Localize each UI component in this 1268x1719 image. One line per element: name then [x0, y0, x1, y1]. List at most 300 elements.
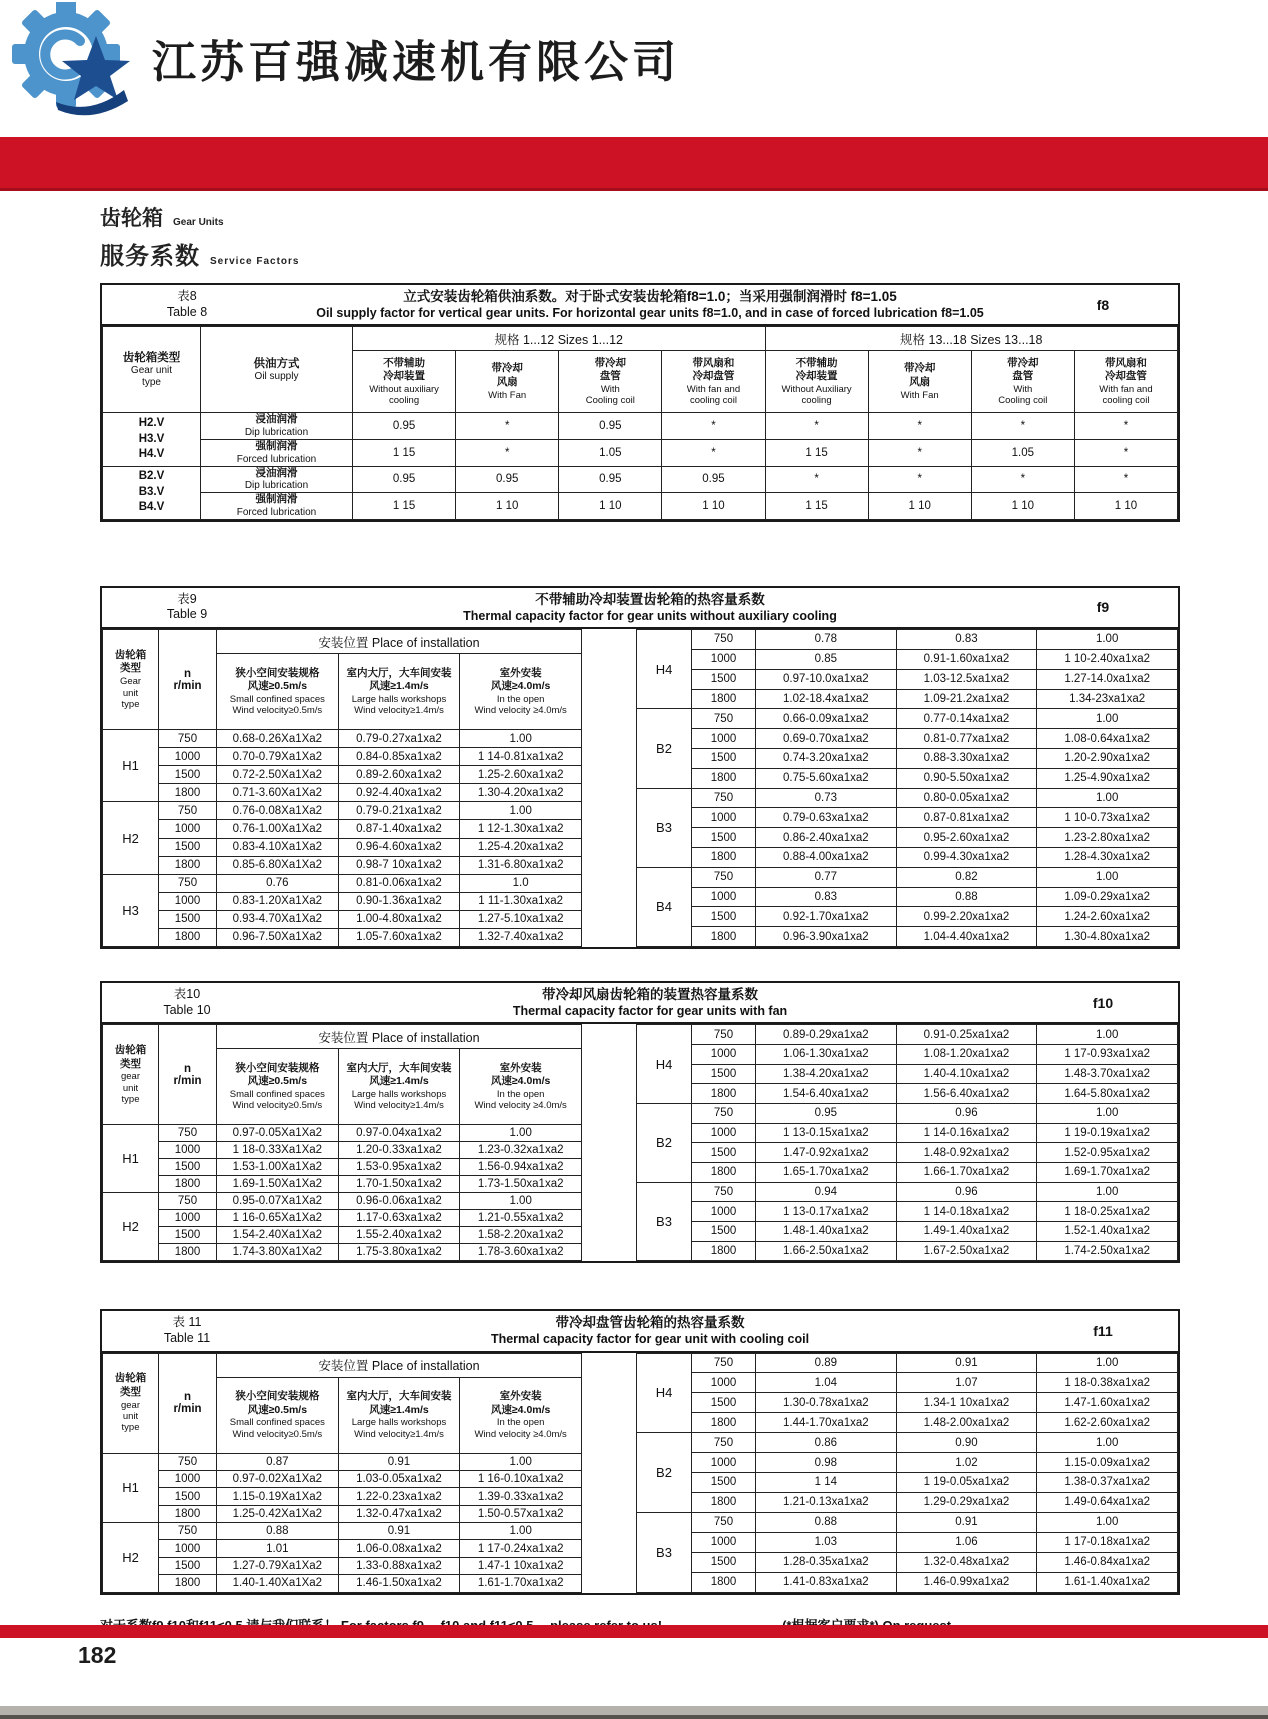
table-cell: 1.61-1.70xa1xa2: [460, 1575, 582, 1592]
table-cell: 1.58-2.20xa1xa2: [460, 1227, 582, 1244]
table-cell: 1.69-1.70xa1xa2: [1037, 1162, 1178, 1182]
table8-label: 表8 Table 8: [166, 289, 208, 319]
company-logo: [8, 2, 142, 126]
table-cell: 0.87-0.81xa1xa2: [896, 808, 1037, 828]
table-row: [637, 1221, 1178, 1241]
table-cell: 1000: [159, 1210, 217, 1227]
table-cell: 1.38-0.37xa1xa2: [1037, 1473, 1178, 1493]
table-cell: 1.44-1.70xa1xa2: [756, 1413, 897, 1433]
table-cell: 750: [159, 730, 217, 748]
table-row: [103, 874, 582, 892]
header-cell: 带冷却 风扇 With Fan: [456, 351, 559, 413]
header-cell: 带风扇和 冷却盘管 With fan and cooling coil: [662, 351, 765, 413]
table-row: [103, 766, 582, 784]
table-cell: 1.56-6.40xa1xa2: [896, 1084, 1037, 1104]
table-cell: 1.73-1.50xa1xa2: [460, 1176, 582, 1193]
table-row: [637, 1182, 1178, 1202]
table-row: [637, 630, 1178, 650]
table-cell: 1.40-1.40Xa1Xa2: [217, 1575, 339, 1592]
table-row: [103, 1176, 582, 1193]
table-cell: 1500: [159, 1227, 217, 1244]
table-cell: 750: [692, 630, 756, 650]
table-cell: 1000: [692, 1123, 756, 1143]
table-cell: H4: [637, 630, 692, 709]
page-titles: [100, 202, 1268, 271]
table-cell: 1.66-1.70xa1xa2: [896, 1162, 1037, 1182]
table-cell: 1.70-1.50xa1xa2: [338, 1176, 460, 1193]
table-cell: 1.47-1.60xa1xa2: [1037, 1393, 1178, 1413]
table-cell: 1800: [159, 1244, 217, 1261]
table-row: [103, 1142, 582, 1159]
table9-title: 不带辅助冷却装置齿轮箱的热容量系数 Thermal capacity factor for gear units without auxiliary cooling: [463, 591, 837, 623]
table-cell: 1 10-2.40xa1xa2: [1037, 649, 1178, 669]
table-cell: 1.46-0.84xa1xa2: [1037, 1552, 1178, 1572]
table-cell: 1.01: [217, 1540, 339, 1557]
header-cell: 室内大厅，大车间安装 风速≥1.4m/s Large halls workshops Wind velocity≥1.4m/s: [338, 654, 460, 730]
table-cell: 1000: [692, 1202, 756, 1222]
table-cell: 0.78: [756, 630, 897, 650]
table-cell: 1.00: [460, 1453, 582, 1470]
table-cell: 1 10: [559, 493, 662, 520]
table-cell: *: [868, 413, 971, 440]
table-cell: 1.28-4.30xa1xa2: [1037, 848, 1178, 868]
table-cell: 0.83: [756, 887, 897, 907]
table-cell: 1 16-0.10xa1xa2: [460, 1470, 582, 1487]
table-cell: 1.00: [460, 1193, 582, 1210]
company-name: 江苏百强减速机有限公司: [152, 38, 680, 87]
header-cell: 不带辅助 冷却装置 Without Auxiliary cooling: [765, 351, 868, 413]
table-cell: 1500: [692, 1221, 756, 1241]
table-cell: 1.29-0.29xa1xa2: [896, 1492, 1037, 1512]
data-table: [636, 1024, 1178, 1261]
table-row: [103, 630, 582, 654]
table-cell: 1.41-0.83xa1xa2: [756, 1572, 897, 1592]
table-cell: 1500: [692, 1552, 756, 1572]
table-cell: 0.88: [756, 1512, 897, 1532]
table-cell: 750: [692, 1182, 756, 1202]
table-cell: *: [765, 413, 868, 440]
table-cell: 1.67-2.50xa1xa2: [896, 1241, 1037, 1261]
table-row: [637, 649, 1178, 669]
table-cell: 0.96-0.06xa1xa2: [338, 1193, 460, 1210]
table-row: [103, 784, 582, 802]
table-cell: 1500: [692, 1393, 756, 1413]
table-cell: 1.50-0.57xa1xa2: [460, 1505, 582, 1522]
table-cell: 1800: [159, 856, 217, 874]
header-cell: 狭小空间安装规格 风速≥0.5m/s Small confined spaces Wind velocity≥0.5m/s: [217, 1049, 339, 1125]
table-cell: H2: [103, 802, 159, 874]
table-cell: 0.96-3.90xa1xa2: [756, 927, 897, 947]
table9: [100, 586, 1180, 949]
title2-en: Service Factors: [210, 256, 300, 267]
table-cell: 1.47-1 10xa1xa2: [460, 1557, 582, 1574]
table-cell: 750: [692, 1353, 756, 1373]
table-row: [103, 1453, 582, 1470]
table9-title-row: [102, 588, 1178, 629]
table-cell: 1.38-4.20xa1xa2: [756, 1064, 897, 1084]
table-cell: 0.91-0.25xa1xa2: [896, 1025, 1037, 1045]
table-row: [103, 1125, 582, 1142]
table-cell: 1 18-0.38xa1xa2: [1037, 1373, 1178, 1393]
table-cell: 1.06-0.08xa1xa2: [338, 1540, 460, 1557]
table-cell: 0.95: [456, 466, 559, 493]
data-table: [102, 1353, 582, 1593]
table-cell: 0.96: [896, 1182, 1037, 1202]
table8-title-row: [102, 285, 1178, 326]
table-cell: 0.82: [896, 867, 1037, 887]
table10: [100, 981, 1180, 1263]
table-cell: 0.96-7.50Xa1Xa2: [217, 928, 339, 946]
table-cell: 1000: [692, 1044, 756, 1064]
table-cell: 1.06-1.30xa1xa2: [756, 1044, 897, 1064]
table-row: [637, 1084, 1178, 1104]
table-cell: 0.95: [353, 466, 456, 493]
table-cell: 0.95-0.07Xa1Xa2: [217, 1193, 339, 1210]
table11-grid-mount: [102, 1353, 1178, 1593]
table-cell: B3: [637, 788, 692, 867]
table8-grid-mount: [102, 326, 1178, 520]
table-cell: 1 14-0.81xa1xa2: [460, 748, 582, 766]
data-table: [102, 629, 582, 947]
table-row: [637, 1025, 1178, 1045]
table-cell: B2: [637, 1433, 692, 1513]
header-cell: 带冷却 盘管 With Cooling coil: [559, 351, 662, 413]
table11-title-row: [102, 1311, 1178, 1352]
table-cell: 1 15: [765, 439, 868, 466]
table-cell: 1.65-1.70xa1xa2: [756, 1162, 897, 1182]
table-cell: 1 10: [1074, 493, 1177, 520]
table-cell: 1.20-0.33xa1xa2: [338, 1142, 460, 1159]
table-row: [637, 1123, 1178, 1143]
table-cell: 0.69-0.70xa1xa2: [756, 729, 897, 749]
table10-factor: f10: [1092, 994, 1114, 1011]
table-row: [103, 730, 582, 748]
table9-label: 表9 Table 9: [166, 591, 208, 622]
table-cell: 1.17-0.63xa1xa2: [338, 1210, 460, 1227]
table-cell: 1.53-0.95xa1xa2: [338, 1159, 460, 1176]
table-cell: B2: [637, 709, 692, 788]
header-cell: n r/min: [159, 1353, 217, 1453]
table-cell: 浸油润滑 Dip lubrication: [201, 466, 353, 493]
table-cell: 1.00: [460, 1523, 582, 1540]
table-cell: 1.23-0.32xa1xa2: [460, 1142, 582, 1159]
table8: [100, 283, 1180, 522]
table-cell: 750: [159, 802, 217, 820]
bottom-edge: [0, 1706, 1268, 1719]
table-cell: 1.03-12.5xa1xa2: [896, 669, 1037, 689]
table-cell: *: [868, 466, 971, 493]
table-cell: *: [456, 413, 559, 440]
table-cell: 1 10: [662, 493, 765, 520]
table-cell: 1.74-3.80Xa1Xa2: [217, 1244, 339, 1261]
table-cell: 1000: [159, 892, 217, 910]
header-cell: 室内大厅，大车间安装 风速≥1.4m/s Large halls workshops Wind velocity≥1.4m/s: [338, 1049, 460, 1125]
table-cell: 750: [159, 1453, 217, 1470]
table-cell: 0.88-3.30xa1xa2: [896, 748, 1037, 768]
table-cell: 1000: [692, 887, 756, 907]
table-cell: 0.87: [217, 1453, 339, 1470]
header-cell: 安装位置 Place of installation: [217, 1353, 582, 1377]
table-cell: 0.86-2.40xa1xa2: [756, 828, 897, 848]
table-cell: 1.30-4.20xa1xa2: [460, 784, 582, 802]
table-cell: 1 16-0.65Xa1Xa2: [217, 1210, 339, 1227]
table-cell: 1.52-0.95xa1xa2: [1037, 1143, 1178, 1163]
table-cell: *: [1074, 413, 1177, 440]
table-cell: 1.20-2.90xa1xa2: [1037, 748, 1178, 768]
header-cell: 安装位置 Place of installation: [217, 1025, 582, 1049]
header-cell: n r/min: [159, 1025, 217, 1125]
table-cell: *: [868, 439, 971, 466]
table-row: [637, 848, 1178, 868]
table-row: [103, 413, 1178, 440]
table-cell: 1500: [692, 1064, 756, 1084]
table-cell: 1.22-0.23xa1xa2: [338, 1488, 460, 1505]
table-cell: 0.91-1.60xa1xa2: [896, 649, 1037, 669]
table-cell: 0.85-6.80Xa1Xa2: [217, 856, 339, 874]
table-row: [637, 867, 1178, 887]
table-cell: 0.91: [338, 1453, 460, 1470]
table-cell: 1.00: [1037, 788, 1178, 808]
table-row: [637, 1143, 1178, 1163]
header-cell: 供油方式 Oil supply: [201, 327, 353, 413]
table-row: [637, 1413, 1178, 1433]
table-cell: 1000: [692, 1373, 756, 1393]
table-cell: 1.39-0.33xa1xa2: [460, 1488, 582, 1505]
table-cell: 1 10: [456, 493, 559, 520]
table-row: [637, 907, 1178, 927]
table-cell: 1800: [692, 768, 756, 788]
table-row: [103, 1505, 582, 1522]
table-cell: 1.08-1.20xa1xa2: [896, 1044, 1037, 1064]
table-cell: 0.85: [756, 649, 897, 669]
table-cell: 1.05: [971, 439, 1074, 466]
table-cell: 1.48-1.40xa1xa2: [756, 1221, 897, 1241]
table-cell: 1 19-0.05xa1xa2: [896, 1473, 1037, 1493]
table-cell: 750: [159, 1193, 217, 1210]
table11-label: 表 11 Table 11: [163, 1315, 211, 1345]
table-cell: 1500: [159, 910, 217, 928]
table-cell: *: [1074, 466, 1177, 493]
table-cell: 1.08-0.64xa1xa2: [1037, 729, 1178, 749]
table-cell: 1 15: [353, 439, 456, 466]
table-cell: 1.00: [1037, 1353, 1178, 1373]
table-cell: 0.90-5.50xa1xa2: [896, 768, 1037, 788]
table-row: [103, 466, 1178, 493]
table-row: [103, 892, 582, 910]
table-cell: 1.61-1.40xa1xa2: [1037, 1572, 1178, 1592]
table-cell: 0.95-2.60xa1xa2: [896, 828, 1037, 848]
table-cell: 0.88: [896, 887, 1037, 907]
header-cell: 狭小空间安装规格 风速≥0.5m/s Small confined spaces Wind velocity≥0.5m/s: [217, 1377, 339, 1453]
table-cell: 750: [692, 1103, 756, 1123]
table-cell: 1.30-0.78xa1xa2: [756, 1393, 897, 1413]
table-cell: 1800: [692, 1492, 756, 1512]
table-cell: 0.94: [756, 1182, 897, 1202]
table-cell: 1.40-4.10xa1xa2: [896, 1064, 1037, 1084]
table-cell: 0.88: [217, 1523, 339, 1540]
table-cell: 1 11-1.30xa1xa2: [460, 892, 582, 910]
table-cell: 750: [692, 1433, 756, 1453]
table-cell: 1000: [159, 1142, 217, 1159]
table-cell: 1.32-7.40xa1xa2: [460, 928, 582, 946]
bottom-red-bar: [0, 1625, 1268, 1638]
table-row: [637, 689, 1178, 709]
table-cell: 1 14-0.16xa1xa2: [896, 1123, 1037, 1143]
table-cell: 1000: [159, 748, 217, 766]
table-cell: *: [971, 413, 1074, 440]
table-cell: 1.53-1.00Xa1Xa2: [217, 1159, 339, 1176]
table-cell: 1800: [692, 689, 756, 709]
table9-grid-mount: [102, 629, 1178, 947]
title2-zh: 服务系数: [100, 243, 200, 270]
table-cell: 1.00: [1037, 867, 1178, 887]
table-cell: H4: [637, 1353, 692, 1433]
title1-en: Gear Units: [173, 217, 224, 228]
table-cell: 1.56-0.94xa1xa2: [460, 1159, 582, 1176]
table-row: [103, 820, 582, 838]
table-cell: 1.27-0.79Xa1Xa2: [217, 1557, 339, 1574]
table-cell: 1.47-0.92xa1xa2: [756, 1143, 897, 1163]
table-cell: 1.34-23xa1xa2: [1037, 689, 1178, 709]
table-cell: B3: [637, 1182, 692, 1261]
table-cell: 0.87-1.40xa1xa2: [338, 820, 460, 838]
page-header: [0, 0, 1268, 137]
table-cell: 1.05: [559, 439, 662, 466]
table-cell: 1 17-0.24xa1xa2: [460, 1540, 582, 1557]
table-cell: 0.89-2.60xa1xa2: [338, 766, 460, 784]
table-row: [103, 1557, 582, 1574]
table-cell: 750: [159, 1523, 217, 1540]
table-cell: 1.32-0.47xa1xa2: [338, 1505, 460, 1522]
table-cell: 0.96-4.60xa1xa2: [338, 838, 460, 856]
table-row: [637, 1532, 1178, 1552]
table-row: [637, 1512, 1178, 1532]
table-cell: 0.86: [756, 1433, 897, 1453]
table-row: [103, 1523, 582, 1540]
table-row: [103, 1575, 582, 1592]
table-cell: 1500: [692, 1473, 756, 1493]
table-cell: 0.91: [896, 1353, 1037, 1373]
table-cell: 1000: [692, 1532, 756, 1552]
table-cell: 1.25-4.90xa1xa2: [1037, 768, 1178, 788]
table-row: [103, 1470, 582, 1487]
table11-factor: f11: [1093, 1322, 1113, 1339]
table-cell: 0.97-10.0xa1xa2: [756, 669, 897, 689]
table11: [100, 1309, 1180, 1594]
table-cell: 1.03: [756, 1532, 897, 1552]
data-table: [636, 1353, 1178, 1593]
table-cell: 1500: [692, 748, 756, 768]
section-title-service-factors: [100, 236, 1268, 271]
table-cell: B2.V B3.V B4.V: [103, 466, 201, 519]
header-cell: 带冷却 风扇 With Fan: [868, 351, 971, 413]
table-row: [637, 1393, 1178, 1413]
table-cell: 1.46-0.99xa1xa2: [896, 1572, 1037, 1592]
table-cell: 1.28-0.35xa1xa2: [756, 1552, 897, 1572]
table-cell: 0.74-3.20xa1xa2: [756, 748, 897, 768]
table-row: [637, 887, 1178, 907]
table-cell: 750: [692, 867, 756, 887]
header-cell: 室外安装 风速≥4.0m/s In the open Wind velocity ≥4.0m/s: [460, 654, 582, 730]
table-cell: 1.52-1.40xa1xa2: [1037, 1221, 1178, 1241]
header-cell: 室外安装 风速≥4.0m/s In the open Wind velocity ≥4.0m/s: [460, 1377, 582, 1453]
page-content: [0, 196, 1268, 1634]
table-cell: *: [971, 466, 1074, 493]
table-cell: B3: [637, 1512, 692, 1592]
table-cell: 0.79-0.21xa1xa2: [338, 802, 460, 820]
table-cell: 1.75-3.80xa1xa2: [338, 1244, 460, 1261]
table-cell: 0.77: [756, 867, 897, 887]
table-cell: 1 18-0.25xa1xa2: [1037, 1202, 1178, 1222]
table-cell: 1.33-0.88xa1xa2: [338, 1557, 460, 1574]
table-cell: 1500: [159, 1159, 217, 1176]
table-cell: 1.00-4.80xa1xa2: [338, 910, 460, 928]
table-cell: 0.95: [353, 413, 456, 440]
table-cell: H3: [103, 874, 159, 946]
header-cell: 规格 1...12 Sizes 1...12: [353, 327, 766, 351]
table-cell: 1.27-14.0xa1xa2: [1037, 669, 1178, 689]
table-cell: 0.98-7 10xa1xa2: [338, 856, 460, 874]
table-row: [103, 1540, 582, 1557]
table-row: [103, 1488, 582, 1505]
table-row: [103, 493, 1178, 520]
header-cell: 室外安装 风速≥4.0m/s In the open Wind velocity ≥4.0m/s: [460, 1049, 582, 1125]
table-cell: 1 19-0.19xa1xa2: [1037, 1123, 1178, 1143]
table-cell: 750: [692, 1025, 756, 1045]
table-cell: 1500: [159, 766, 217, 784]
table-row: [637, 1103, 1178, 1123]
table-cell: 1.46-1.50xa1xa2: [338, 1575, 460, 1592]
table-cell: 0.95: [756, 1103, 897, 1123]
table-cell: H2: [103, 1193, 159, 1261]
header-cell: 规格 13...18 Sizes 13...18: [765, 327, 1178, 351]
table-row: [103, 910, 582, 928]
table-cell: 1800: [692, 848, 756, 868]
table-cell: 0.95: [559, 466, 662, 493]
table-cell: 1.06: [896, 1532, 1037, 1552]
header-cell: 带冷却 盘管 With Cooling coil: [971, 351, 1074, 413]
table-cell: 1.00: [1037, 1025, 1178, 1045]
table-cell: 0.68-0.26Xa1Xa2: [217, 730, 339, 748]
table-cell: 1.00: [1037, 709, 1178, 729]
table-cell: 1.27-5.10xa1xa2: [460, 910, 582, 928]
table-row: [637, 669, 1178, 689]
table-cell: 0.77-0.14xa1xa2: [896, 709, 1037, 729]
table-cell: 1.32-0.48xa1xa2: [896, 1552, 1037, 1572]
table-cell: 1.62-2.60xa1xa2: [1037, 1413, 1178, 1433]
table-row: [103, 748, 582, 766]
table-cell: 1.00: [1037, 1103, 1178, 1123]
table-row: [103, 1353, 582, 1377]
table-cell: 1500: [692, 669, 756, 689]
table-cell: 1800: [692, 1162, 756, 1182]
table-cell: 1.31-6.80xa1xa2: [460, 856, 582, 874]
table-cell: 1 15: [353, 493, 456, 520]
table8-title: 立式安装齿轮箱供油系数。对于卧式安装齿轮箱f8=1.0；当采用强制润滑时 f8=1.05 Oil supply factor for vertical gear units. For horizontal gear units f8=1.0, and in case of forced lubrication f8=1.05: [316, 289, 984, 320]
table-row: [637, 748, 1178, 768]
table-cell: 0.92-4.40xa1xa2: [338, 784, 460, 802]
table-cell: 0.89-0.29xa1xa2: [756, 1025, 897, 1045]
table-cell: 0.99-2.20xa1xa2: [896, 907, 1037, 927]
table-cell: H1: [103, 1125, 159, 1193]
table-cell: 0.75-5.60xa1xa2: [756, 768, 897, 788]
table-cell: 1 15: [765, 493, 868, 520]
table-cell: 1 12-1.30xa1xa2: [460, 820, 582, 838]
table-cell: 0.79-0.27xa1xa2: [338, 730, 460, 748]
table-cell: 1.02: [896, 1453, 1037, 1473]
table-cell: 750: [159, 1125, 217, 1142]
table-row: [637, 1241, 1178, 1261]
